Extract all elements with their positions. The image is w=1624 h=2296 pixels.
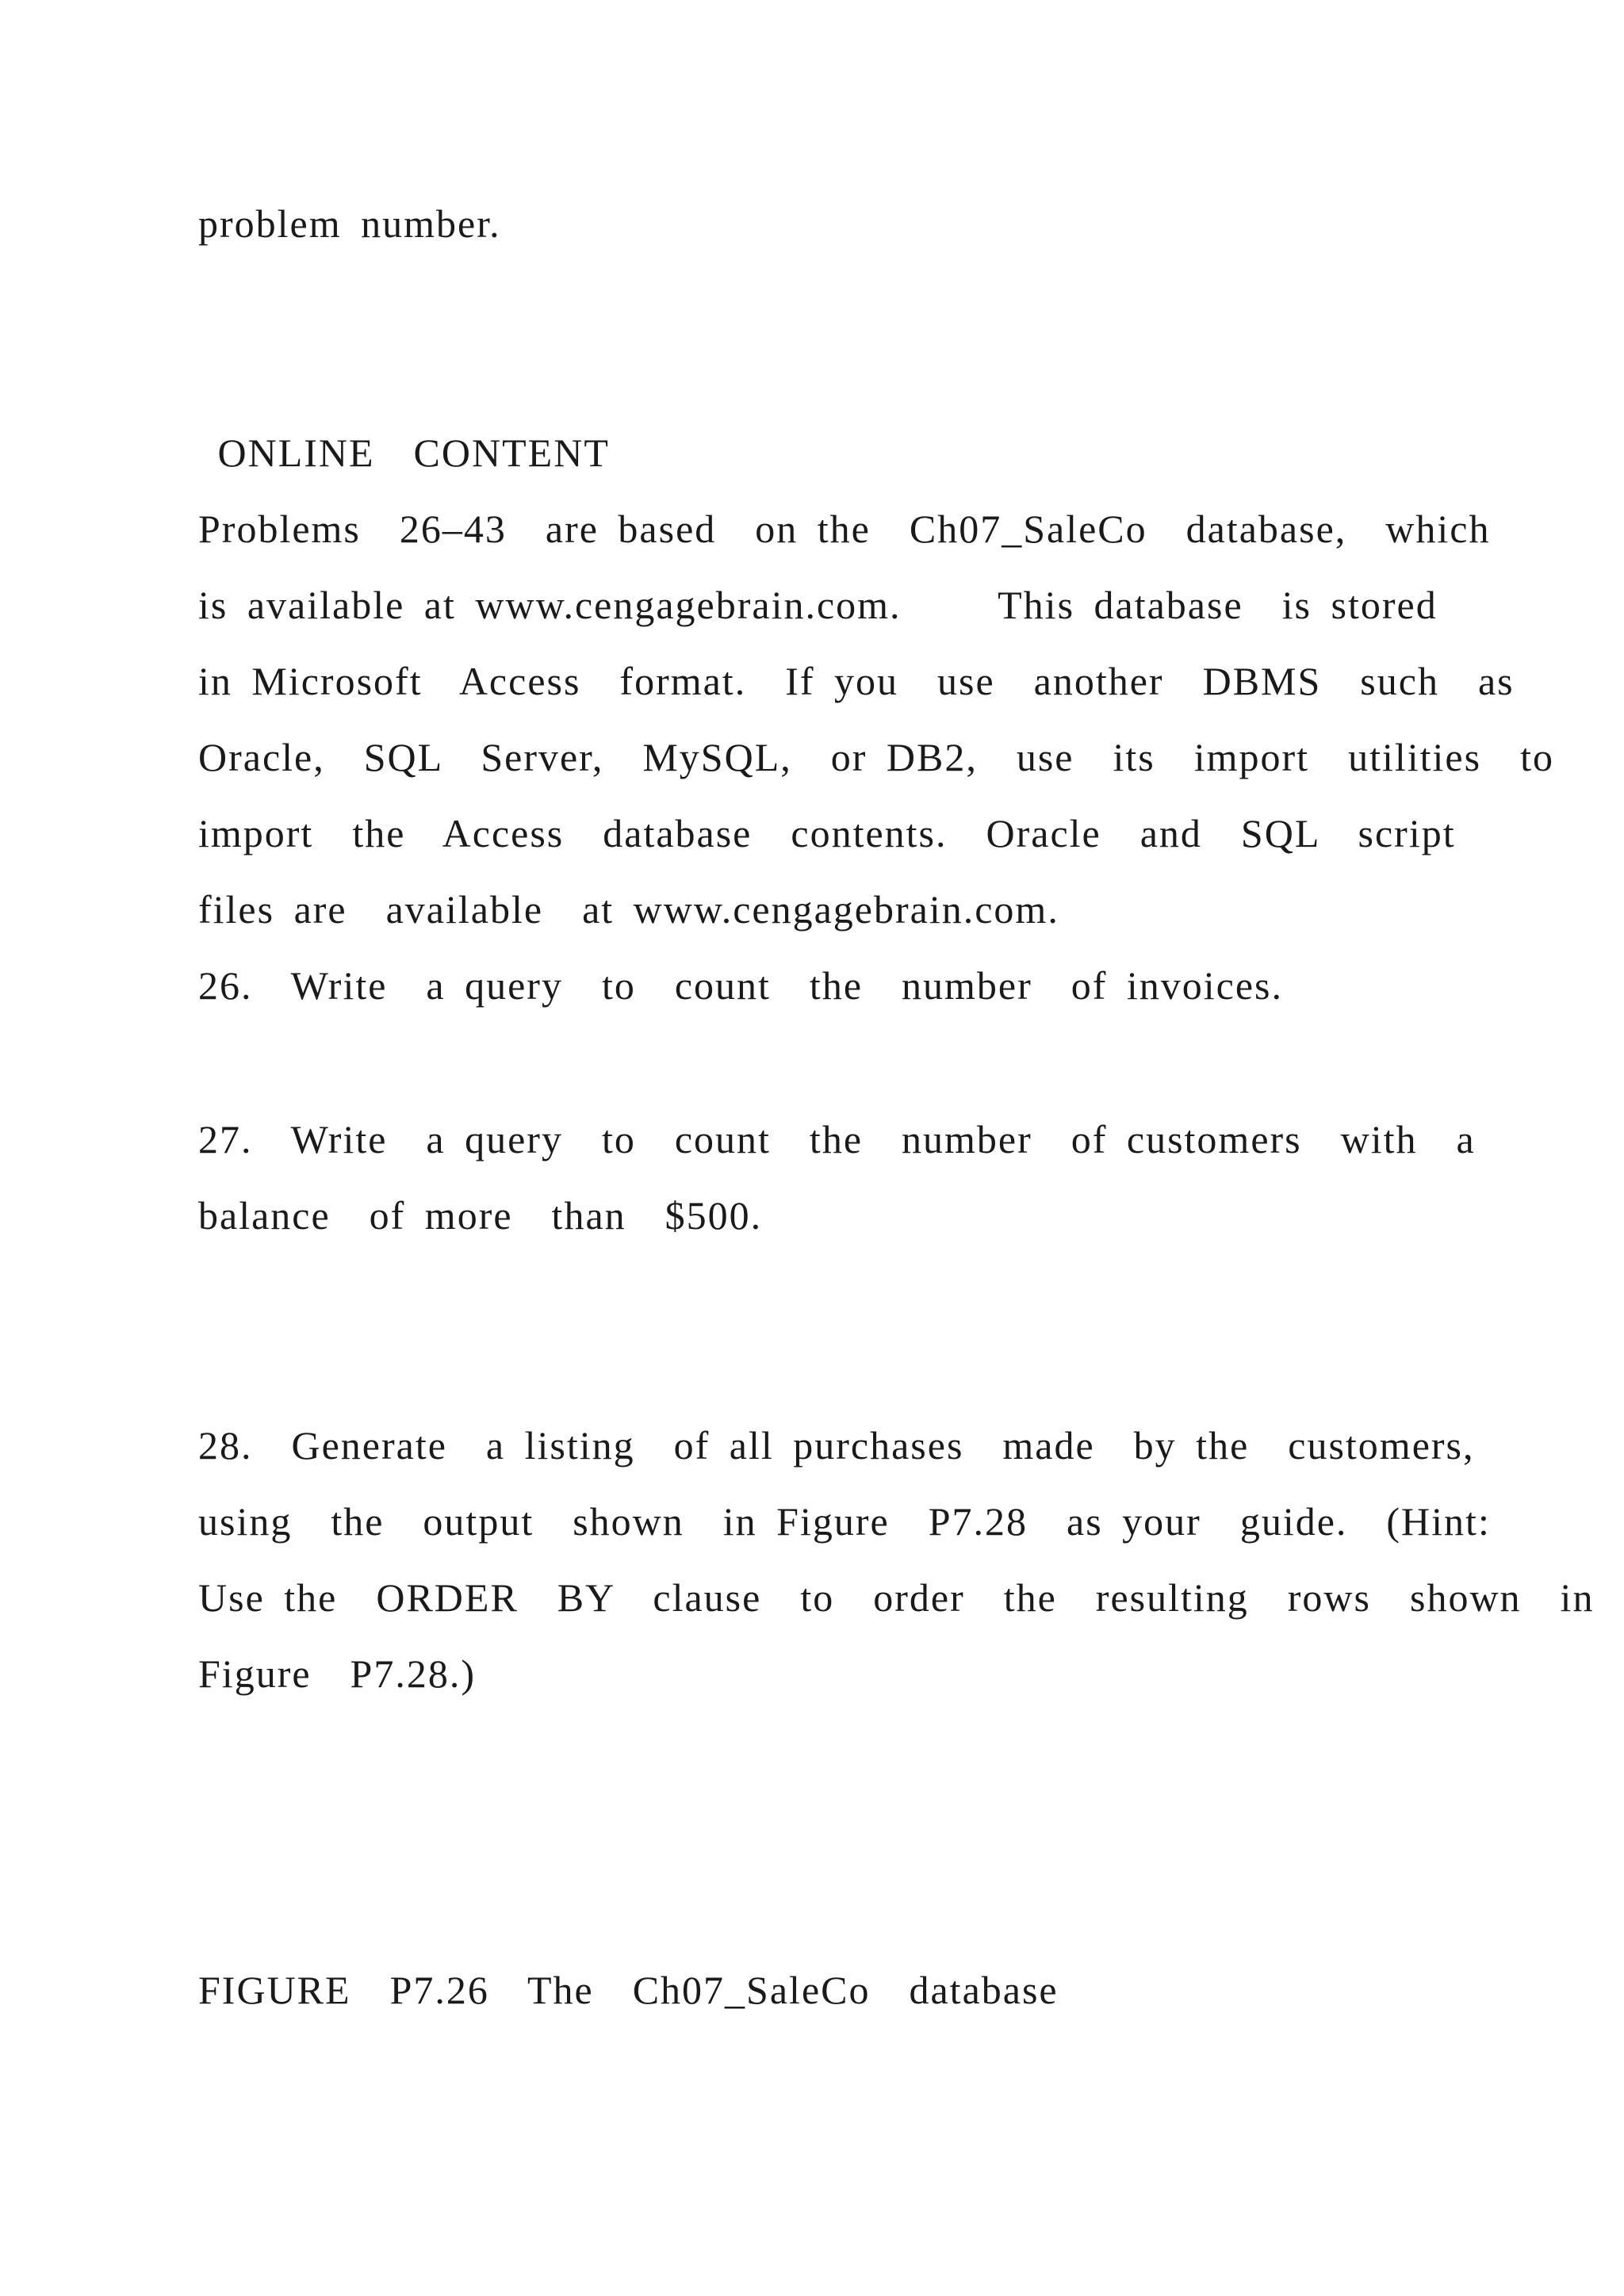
problem-line: 27. Write a query to count the number of customers with a [198, 1117, 1476, 1161]
online-content-line: is available at www.cengagebrain.com. This database is stored [198, 583, 1438, 627]
online-content-line: Problems 26–43 are based on the Ch07_SaleCo database, which [198, 507, 1491, 551]
online-content-line: Oracle, SQL Server, MySQL, or DB2, use its import utilities to [198, 735, 1554, 779]
problem-line: balance of more than $500. [198, 1193, 763, 1238]
problem-line: Figure P7.28.) [198, 1651, 476, 1696]
problem-line: using the output shown in Figure P7.28 as your guide. (Hint: [198, 1499, 1491, 1544]
problem-line: Use the ORDER BY clause to order the resulting rows shown in [198, 1575, 1595, 1620]
figure-caption: FIGURE P7.26 The Ch07_SaleCo database [198, 1968, 1059, 2012]
online-content-line: in Microsoft Access format. If you use another DBMS such as [198, 659, 1515, 703]
online-content-line: files are available at www.cengagebrain.com. [198, 887, 1059, 932]
online-content-line: import the Access database contents. Oracle and SQL script [198, 811, 1456, 855]
problem-line: 26. Write a query to count the number of invoices. [198, 963, 1284, 1008]
intro-tail-text: problem number. [198, 201, 501, 246]
problem-line: 28. Generate a listing of all purchases made by the customers, [198, 1423, 1475, 1468]
online-content-heading: ONLINE CONTENT [198, 430, 610, 475]
